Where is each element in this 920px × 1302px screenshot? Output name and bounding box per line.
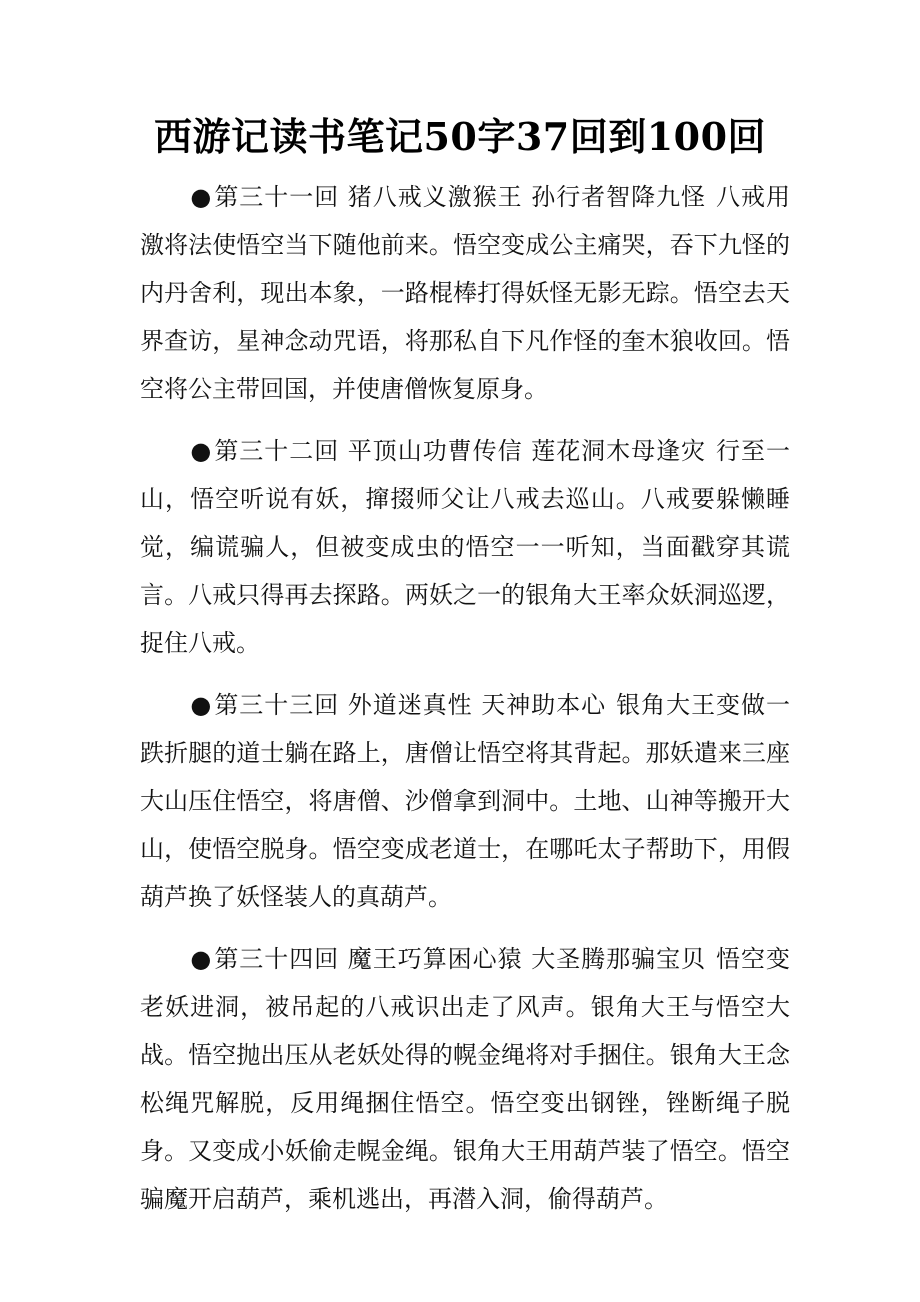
bullet-icon: ● xyxy=(190,945,213,973)
document-body xyxy=(140,173,790,1237)
bullet-icon: ● xyxy=(190,183,213,211)
section-paragraph-32 xyxy=(140,427,790,667)
chapter-heading: 第三十三回 外道迷真性 天神助本心 xyxy=(214,691,607,719)
bullet-icon: ● xyxy=(190,437,213,465)
chapter-summary: 行至一山，悟空听说有妖，撺掇师父让八戒去巡山。八戒要躲懒睡觉，编谎骗人，但被变成虫的悟空一一听知，当面戳穿其谎言。八戒只得再去探路。两妖之一的银角大王率众妖洞巡逻，捉住八戒。 xyxy=(140,437,790,657)
section-paragraph-34 xyxy=(140,935,790,1223)
section-paragraph-31 xyxy=(140,173,790,413)
chapter-summary: 悟空变老妖进洞，被吊起的八戒识出走了风声。银角大王与悟空大战。悟空抛出压从老妖处得的幌金绳将对手捆住。银角大王念松绳咒解脱，反用绳捆住悟空。悟空变出钢锉，锉断绳子脱身。又变成小妖偷走幌金绳。银角大王用葫芦装了悟空。悟空骗魔开启葫芦，乘机逃出，再潜入洞，偷得葫芦。 xyxy=(140,945,790,1213)
chapter-summary: 银角大王变做一跌折腿的道士躺在路上，唐僧让悟空将其背起。那妖遣来三座大山压住悟空，将唐僧、沙僧拿到洞中。土地、山神等搬开大山，使悟空脱身。悟空变成老道士，在哪吒太子帮助下，用假葫芦换了妖怪装人的真葫芦。 xyxy=(140,691,790,911)
document-title: 西游记读书笔记50字37回到100回 xyxy=(153,114,767,159)
chapter-heading: 第三十一回 猪八戒义激猴王 孙行者智降九怪 xyxy=(214,183,707,211)
chapter-heading: 第三十四回 魔王巧算困心猿 大圣腾那骗宝贝 xyxy=(214,945,707,973)
section-paragraph-33 xyxy=(140,681,790,921)
chapter-summary: 八戒用激将法使悟空当下随他前来。悟空变成公主痛哭，吞下九怪的内丹舍利，现出本象，一路棍棒打得妖怪无影无踪。悟空去天界查访，星神念动咒语，将那私自下凡作怪的奎木狼收回。悟空将公主带回国，并使唐僧恢复原身。 xyxy=(140,183,790,403)
chapter-heading: 第三十二回 平顶山功曹传信 莲花洞木母逢灾 xyxy=(214,437,707,465)
bullet-icon: ● xyxy=(190,691,213,719)
